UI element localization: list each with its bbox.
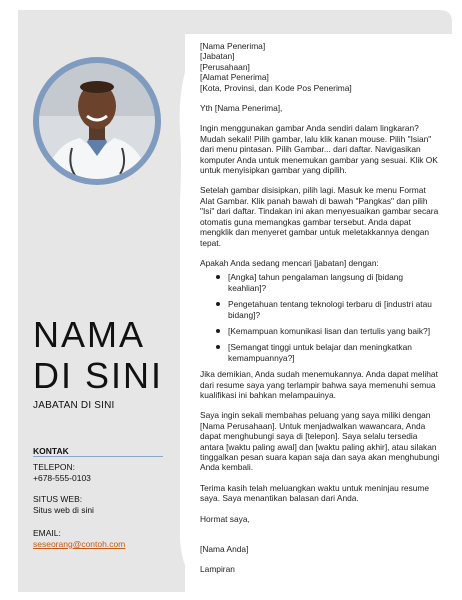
email-link[interactable]: seseorang@contoh.com [33,539,126,549]
email-label: EMAIL: [33,528,61,538]
phone-value: +678-555-0103 [33,473,91,483]
profile-photo[interactable] [32,56,162,186]
list-item: [Angka] tahun pengalaman langsung di [bidang keahlian]? [200,272,440,293]
recipient-company: [Perusahaan] [200,61,250,72]
website-label: SITUS WEB: [33,494,83,504]
enclosure: Lampiran [200,564,235,575]
paragraph-5: Terima kasih telah meluangkan waktu untuk meninjau resume saya. Saya menantikan balasan dari Anda. [200,482,430,504]
name-line-2: DI SINI [33,355,164,396]
recipient-title: [Jabatan] [200,51,235,62]
paragraph-1: Ingin menggunakan gambar Anda sendiri dalam lingkaran? Mudah sekali! Pilih gambar, lalu klik kanan mouse. Pilih "Isian" dari menu pintasan. Pilih Gambar... dari daftar. Navigasikan komputer Anda untuk menemukan gambar yang sesuai. Klik OK untuk menyisipkan gambar yang dipilih. [200,123,438,176]
applicant-name [33,314,183,396]
website-block [33,494,94,516]
website-value: Situs web di sini [33,505,94,515]
list-item: [Kemampuan komunikasi lisan dan tertulis yang baik?] [200,326,440,336]
list-item: Pengetahuan tentang teknologi terbaru di [industri atau bidang]? [200,299,440,320]
paragraph-3: Jika demikian, Anda sudah menemukannya. Anda dapat melihat dari resume saya yang terlampir bahwa saya memenuhi semua kualifikasi ini bahkan melampauinya. [200,369,438,400]
recipient-city: [Kota, Provinsi, dan Kode Pos Penerima] [200,82,352,93]
bullet-icon [216,329,220,333]
contact-heading: KONTAK [33,446,69,456]
bullet-icon [216,345,220,349]
recipient-name: [Nama Penerima] [200,41,266,51]
email-block [33,528,125,550]
recipient-address [200,41,440,93]
list-item: [Semangat tinggi untuk belajar dan meningkatkan kemampuannya?] [200,342,440,363]
recipient-street: [Alamat Penerima] [200,72,269,83]
bullet-icon [216,302,220,306]
paragraph-4: Saya ingin sekali membahas peluang yang saya miliki dengan [Nama Perusahaan]. Untuk menjadwalkan wawancara, Anda dapat menghubungi saya di [telepon]. Saya selalu tersedia antara [waktu paling awal] dan [waktu paling akhir], atau silakan tinggalkan pesan suara kapan saja dan saya akan menghubungi Anda kembali. [200,410,440,473]
paragraph-2: Setelah gambar disisipkan, pilih lagi. Masuk ke menu Format Alat Gambar. Klik panah bawah di bawah "Pangkas" dan pilih "Isi" dari daftar. Tindakan ini akan menyesuaikan gambar secara otomatis guna memangkas gambar tersebut. Anda dapat mengklik dan menyeret gambar untuk meletakkannya dengan tepat. [200,185,439,248]
signature: [Nama Anda] [200,544,249,555]
salutation: Yth [Nama Penerima], [200,103,283,114]
list-intro: Apakah Anda sedang mencari [jabatan] dengan: [200,257,379,268]
contact-divider [33,456,163,457]
job-title: JABATAN DI SINI [33,400,115,411]
letter-body [200,41,440,575]
phone-label: TELEPON: [33,462,76,472]
closing: Hormat saya, [200,513,250,524]
name-line-1: NAMA [33,314,146,355]
qualification-list [200,272,440,363]
bullet-icon [216,275,220,279]
phone-block [33,462,91,484]
